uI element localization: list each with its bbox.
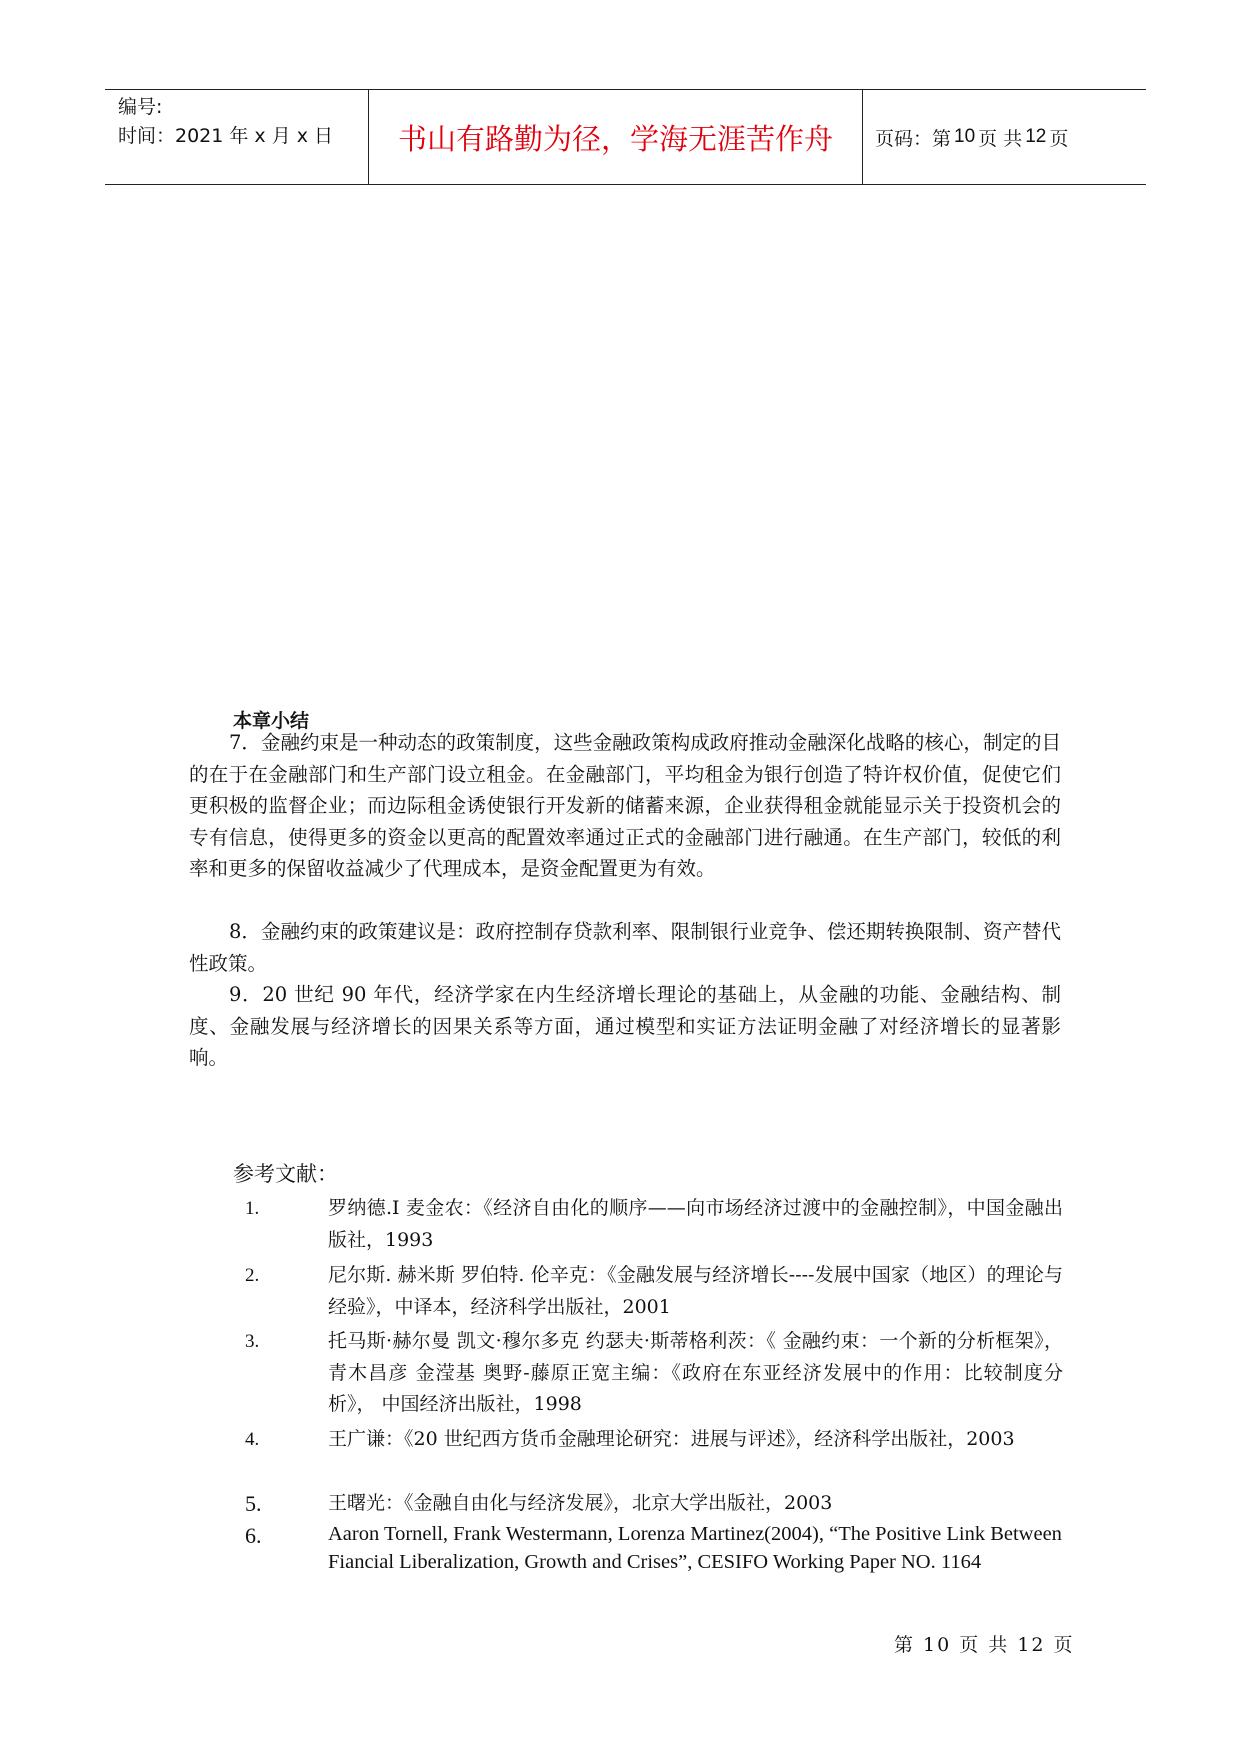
reference-number: 4. bbox=[245, 1429, 260, 1450]
summary-title: 本章小结 bbox=[233, 710, 310, 732]
reference-number: 2. bbox=[245, 1265, 260, 1286]
summary-paragraph: 9．20 世纪 90 年代，经济学家在内生经济增长理论的基础上，从金融的功能、金融结构、制度、金融发展与经济增长的因果关系等方面，通过模型和实证方法证明金融了对经济增长的显著影响。 bbox=[189, 983, 1061, 1069]
time-label: 时间：2021 年 x 月 x 日 bbox=[118, 125, 334, 147]
reference-text: 尼尔斯. 赫米斯 罗伯特. 伦辛克：《金融发展与经济增长----发展中国家（地区）的理论与经验》，中译本，经济科学出版社，2001 bbox=[328, 1264, 1063, 1318]
page-header bbox=[105, 89, 1146, 185]
reference-number: 6. bbox=[245, 1523, 262, 1548]
reference-text: 罗纳德.I 麦金农：《经济自由化的顺序——向市场经济过渡中的金融控制》，中国金融出版社，1993 bbox=[328, 1197, 1063, 1251]
reference-text: 王广谦：《20 世纪西方货币金融理论研究：进展与评述》，经济科学出版社，2003 bbox=[328, 1428, 1015, 1450]
reference-number: 3. bbox=[245, 1331, 260, 1352]
reference-text: Aaron Tornell, Frank Westermann, Lorenza Martinez(2004), “The Positive Link Between Fiancial Liberalization, Growth and Crises”, CESIFO Working Paper NO. 1164 bbox=[328, 1523, 1062, 1573]
page-current: 10 bbox=[954, 126, 976, 147]
summary-paragraph: 8．金融约束的政策建议是：政府控制存贷款利率、限制银行业竞争、偿还期转换限制、资产替代性政策。 bbox=[189, 920, 1061, 975]
page-middle: 页 共 bbox=[978, 127, 1023, 150]
reference-number: 5. bbox=[245, 1491, 262, 1516]
header-divider bbox=[862, 90, 863, 184]
header-motto: 书山有路勤为径，学海无涯苦作舟 bbox=[397, 121, 833, 156]
summary-paragraph: 7．金融约束是一种动态的政策制度，这些金融政策构成政府推动金融深化战略的核心，制定的目的在于在金融部门和生产部门设立租金。在金融部门，平均租金为银行创造了特许权价值，促使它们更积极的监督企业；而边际租金诱使银行开发新的储蓄来源，企业获得租金就能显示关于投资机会的专有信息，使得更多的资金以更高的配置效率通过正式的金融部门进行融通。在生产部门，较低的利率和更多的保留收益减少了代理成本，是资金配置更为有效。 bbox=[189, 731, 1061, 880]
serial-number-label: 编号: bbox=[118, 96, 163, 118]
page-footer: 第 10 页 共 12 页 bbox=[894, 1634, 1075, 1656]
reference-number: 1. bbox=[245, 1198, 260, 1219]
page-total: 12 bbox=[1025, 126, 1047, 147]
reference-text: 王曙光：《金融自由化与经济发展》，北京大学出版社，2003 bbox=[328, 1492, 833, 1514]
header-page-number bbox=[875, 90, 1068, 184]
references-title: 参考文献： bbox=[233, 1162, 338, 1186]
page-prefix: 页码：第 bbox=[875, 127, 952, 150]
reference-text: 托马斯·赫尔曼 凯文·穆尔多克 约瑟夫·斯蒂格利茨：《 金融约束：一个新的分析框架》，青木昌彦 金滢基 奥野-藤原正宽主编：《政府在东亚经济发展中的作用：比较制度分析》， 中国经济出版社，1998 bbox=[328, 1330, 1063, 1415]
page-suffix: 页 bbox=[1049, 127, 1069, 150]
